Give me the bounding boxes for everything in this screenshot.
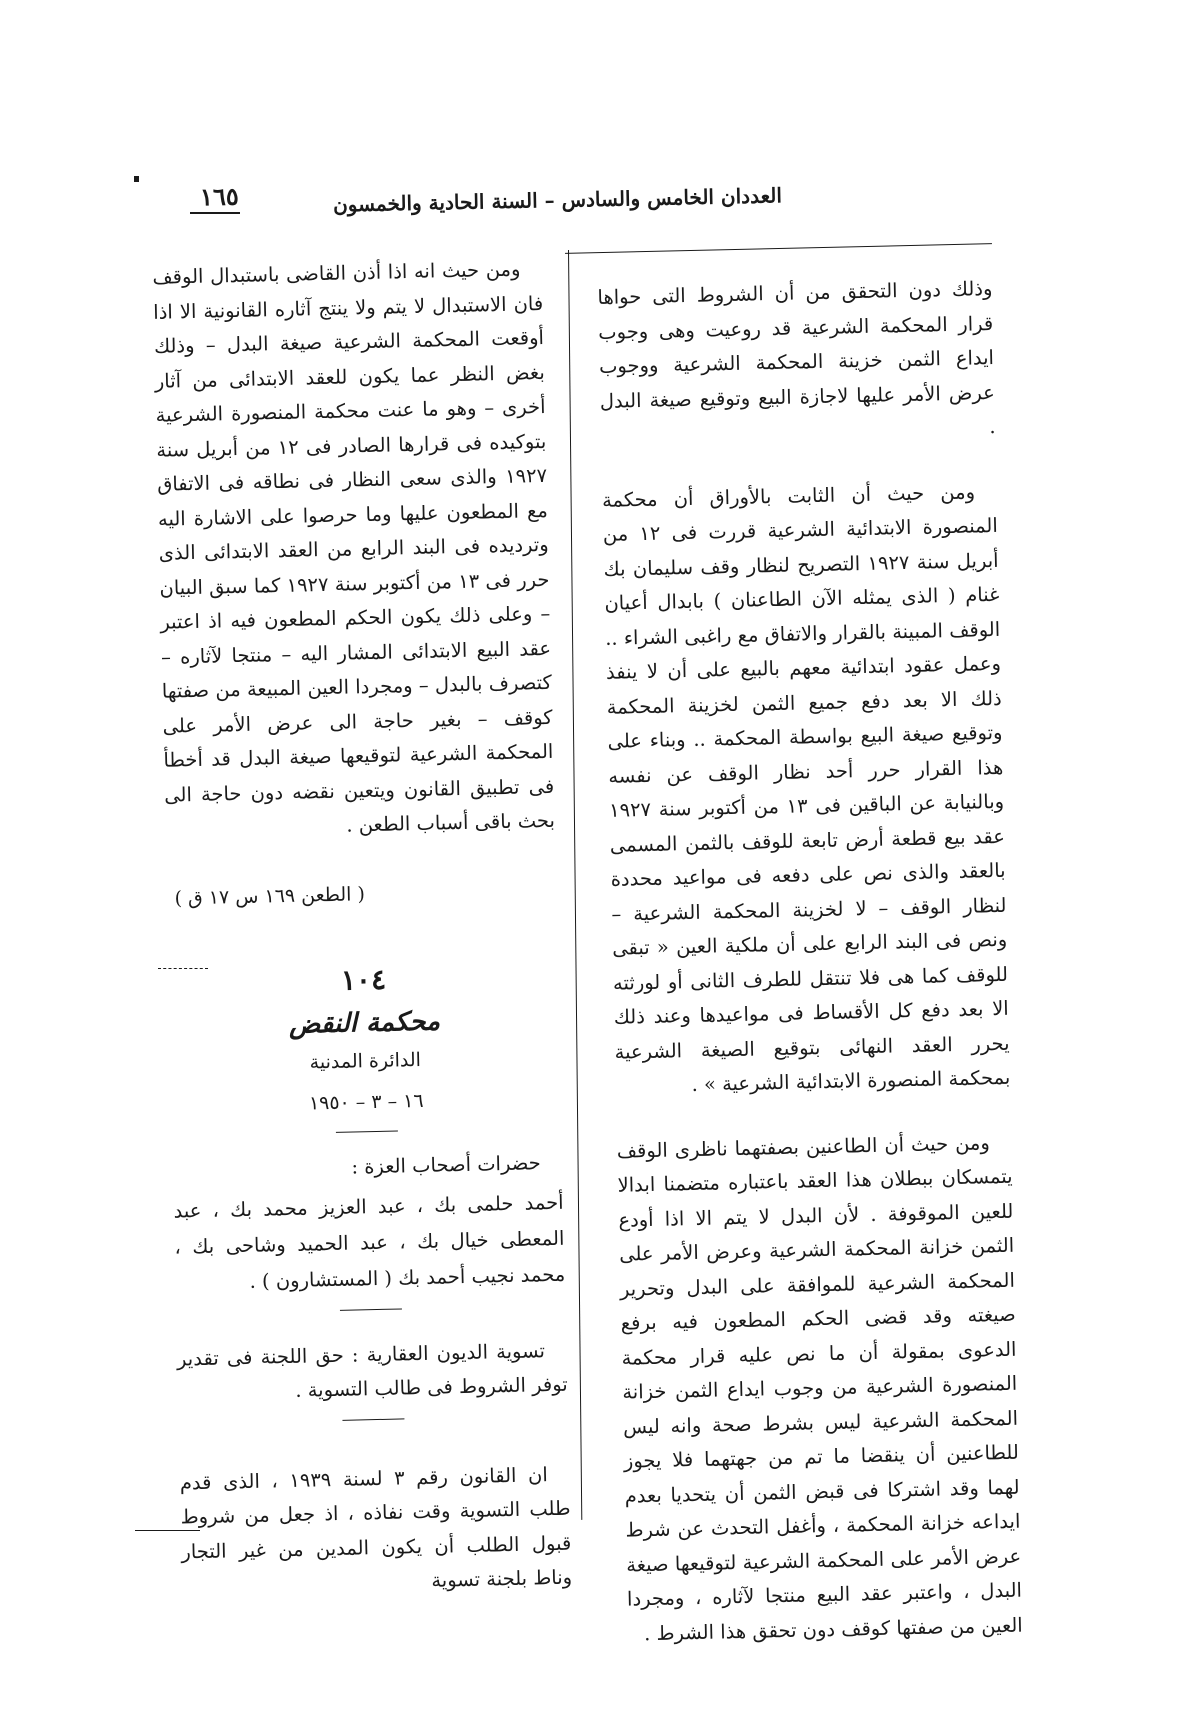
judgment-conclusion: ومن حيث انه اذا أذن القاضى باستبدال الوقف فان الاستبدال لا يتم ولا ينتج آثاره القانونية الا اذا أوقعت المحكمة الشرعية صيغة البدل – وذلك بغض النظر عما يكون للعقد الابتدائى من آثار أخرى – وهو ما عنت محكمة المنصورة الشرعية بتوكيده فى قرارها الصادر فى ١٢ من أبريل سنة ١٩٢٧ والذى سعى النظار فى نطاقه فى الاتفاق مع المطعون عليها وما حرصوا على الاشارة اليه وترديده فى البند الرابع من العقد الابتدائى الذى حرر فى ١٣ من أكتوبر سنة ١٩٢٧ كما سبق البيان – وعلى ذلك يكون الحكم المطعون فيه اذ اعتبر عقد البيع الابتدائى المشار اليه – منتجا لآثاره – كتصرف بالبدل – ومجردا العين المبيعة من صفتها كوقف – بغير حاجة الى عرض الأمر على المحكمة الشرعية لتوقيعها صيغة البدل قد أخطأ فى تطبيق القانون ويتعين نقضه دون حاجة الى بحث باقى أسباب الطعن . [152,257,556,837]
case-number: ١٠٤ [340,962,387,997]
journal-issue-title: العددان الخامس والسادس – السنة الحادية والخمسون [332,183,783,217]
margin-mark [158,968,208,969]
column-divider [568,250,582,1520]
ink-speck [134,176,139,182]
section-rule [336,1130,398,1132]
judgment-body-start: ان القانون رقم ٣ لسنة ١٩٣٩ ، الذى قدم طلب التسوية وقت نفاذه ، اذ جعل من شروط قبول الطلب أن يكون المدين من غير التجار وناط بلجنة تسوية [179,1462,573,1592]
court-name: محكمة النقض [288,1006,441,1040]
page-number: ١٦٥ [199,181,239,212]
right-column [597,272,1023,1652]
paragraph: وذلك دون التحقق من أن الشروط التى حواها قرار المحكمة الشرعية قد روعيت وهى وجوب ايداع الثمن خزينة المحكمة الشرعية ووجوب عرض الأمر عليها لاجازة البيع وتوقيع صيغة البدل . [597,276,996,439]
section-rule [342,1418,404,1420]
judges-list: أحمد حلمى بك ، عبد العزيز محمد بك ، عبد المعطى خيال بك ، عبد الحميد وشاحى بك ، محمد نجيب أحمد بك ( المستشارون ) . [173,1190,566,1293]
appeal-citation: ( الطعن ١٦٩ س ١٧ ق ) [174,882,366,909]
page-header [190,182,992,230]
judgment-date: ١٦ – ٣ – ١٩٥٠ [308,1089,424,1115]
paragraph: ومن حيث أن الثابت بالأوراق أن محكمة المنصورة الابتدائية الشرعية قررت فى ١٢ من أبريل سنة ١٩٢٧ التصريح لنظار وقف سليمان بك غنام ( الذى يمثله الآن الطاعنان ) بابدال أعيان الوقف المبينة بالقرار والاتفاق مع راغبى الشراء .. وعمل عقود ابتدائية معهم بالبيع على أن لا ينفذ ذلك الا بعد دفع جميع الثمن لخزينة المحكمة وتوقيع صيغة البيع بواسطة المحكمة .. وبناء على هذا القرار حرر أحد نظار الوقف عن نفسه وبالنيابة عن الباقين فى ١٣ من أكتوبر سنة ١٩٢٧ عقد بيع قطعة أرض تابعة للوقف بالثمن المسمى بالعقد والذى نص على دفعه فى مواعيد محددة لنظار الوقف – لا لخزينة المحكمة الشرعية – ونص فى البند الرابع على أن ملكية العين « تبقى للوقف كما هى فلا تنتقل للطرف الثانى أو لورثته الا بعد دفع كل الأقساط فى مواعيدها وعند ذلك يحرر العقد النهائى بتوقيع الصيغة الشرعية بمحكمة المنصورة الابتدائية الشرعية » . [601,479,1011,1097]
section-rule [340,1308,402,1310]
header-rule [565,243,992,254]
page-number-rule [190,212,240,214]
left-column [152,252,572,1604]
bottom-rule [135,1530,200,1531]
judges-intro: حضرات أصحاب العزة : [351,1151,541,1179]
headnote: تسوية الديون العقارية : حق اللجنة فى تقدير توفر الشروط فى طالب التسوية . [176,1338,568,1402]
court-chamber: الدائرة المدنية [309,1048,422,1074]
paragraph: ومن حيث أن الطاعنين بصفتهما ناظرى الوقف يتمسكان ببطلان هذا العقد باعتباره متضمنا ابدالا للعين الموقوفة . لأن البدل لا يتم الا اذا أودع الثمن خزانة المحكمة الشرعية وعرض الأمر على المحكمة الشرعية للموافقة على البدل وتحرير صيغته وقد قضى الحكم المطعون فيه برفع الدعوى بمقولة أن ما نص عليه قرار محكمة المنصورة الشرعية من وجوب ايداع الثمن خزانة المحكمة الشرعية ليس بشرط صحة وانه ليس للطاعنين أن ينقضا ما تم من جهتهما فلا يجوز لهما وقد اشتركا فى قبض الثمن أن يتحديا بعدم ايداعه خزانة المحكمة ، وأغفل التحدث عن شرط عرض الأمر على المحكمة الشرعية لتوقيعها صيغة البدل ، واعتبر عقد البيع منتجا لآثاره ، ومجردا العين من صفتها كوقف دون تحقق هذا الشرط . [616,1130,1023,1645]
